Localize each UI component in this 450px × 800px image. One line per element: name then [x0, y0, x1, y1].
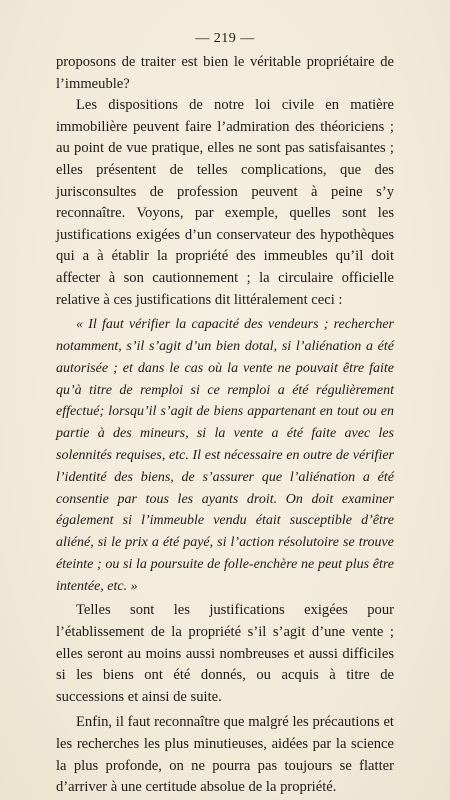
page-number-header: — 219 —: [195, 31, 255, 46]
quoted-circular: « Il faut vérifier la capacité des vendeurs ; rechercher notamment, s’il s’agit d’un bien dotal, si l’aliénation a été autorisée ; et dans le cas où la vente ne pouvait être faite qu’à titre de remploi si ce remploi a été régulièrement effectué; lorsqu’il s’agit de biens appartenant en tout ou en partie à des mineurs, si la vente a été faite avec les solennités requises, etc. Il est nécessaire en outre de vérifier l’identité des biens, de s’assurer que l’aliénation a été consentie par tous les ayants droit. On doit examiner également si l’immeuble vendu était susceptible d’être aliéné, si le prix a été payé, si l’action résolutoire se trouve éteinte ; ou si la poursuite de folle-enchère ne peut plus être intentée, etc. »: [56, 317, 394, 594]
paragraph-continuation: proposons de traiter est bien le véritable propriétaire de l’immeuble?: [56, 54, 394, 92]
paragraph-justifications: Telles sont les justifications exigées pour l’établissement de la propriété s’il s’agit d’une vente ; elles seront au moins aussi nombreuses et aussi difficiles si les biens ont été donnés, ou acquis à titre de successions et ainsi de suite.: [56, 602, 394, 705]
paragraph-conclusion: Enfin, il faut reconnaître que malgré les précautions et les recherches les plus minutieuses, aidées par la science la plus profonde, on ne pourra pas toujours se flatter d’arriver à une certitude absolue de la propriété.: [56, 714, 394, 796]
paragraph-dispositions: Les dispositions de notre loi civile en matière immobilière peuvent faire l’admiration des théoriciens ; au point de vue pratique, elles ne sont pas satisfaisantes ; elles présentent de telles complications, que des jurisconsultes de profession peuvent à peine s’y reconnaître. Voyons, par exemple, quelles sont les justifications exigées d’un conservateur des hypothèques qui a à établir la propriété des immeubles qu’il doit affecter à son cautionnement ; la circulaire officielle relative à ces justifications dit littéralement ceci :: [56, 97, 394, 308]
